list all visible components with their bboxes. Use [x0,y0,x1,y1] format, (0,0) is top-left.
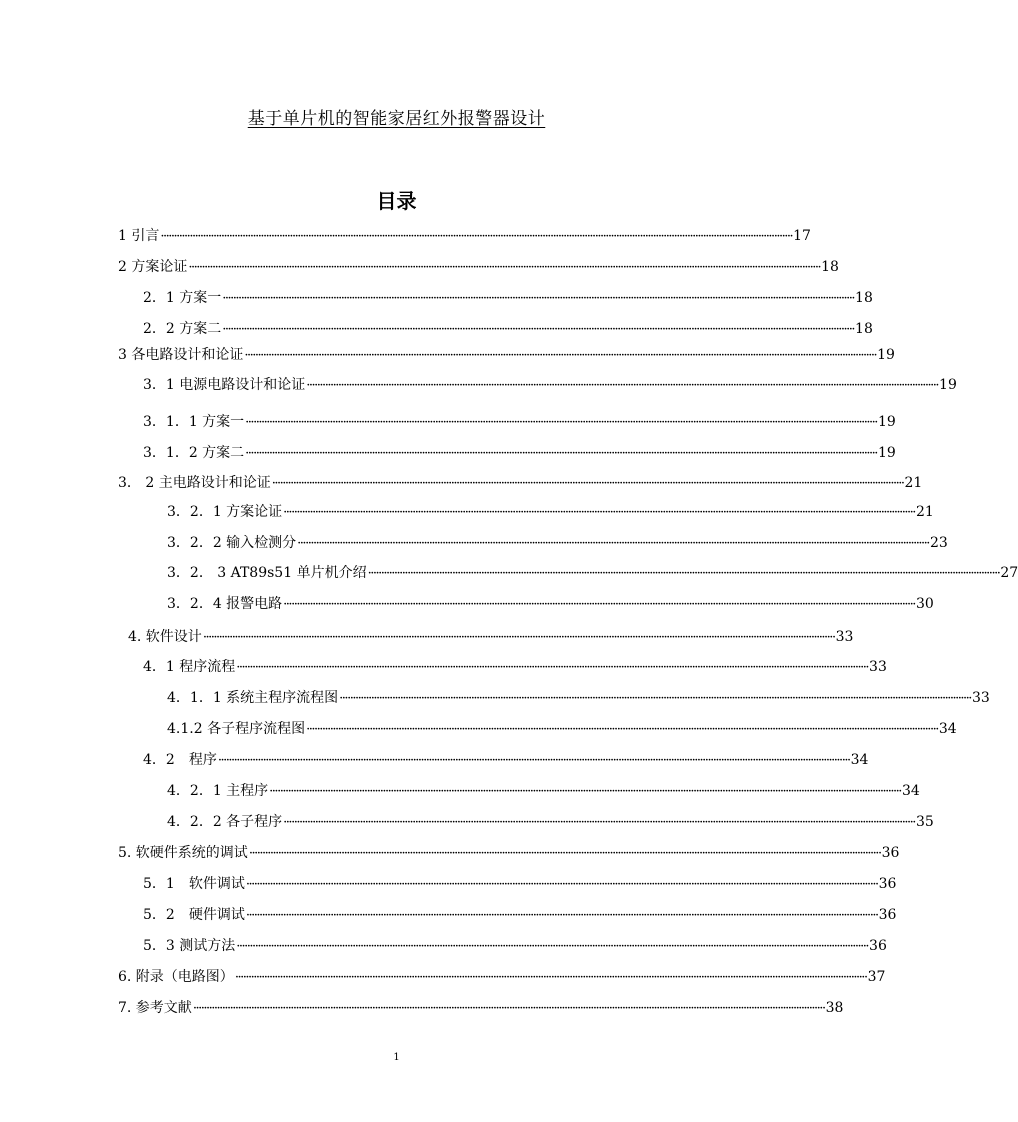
toc-entry-label: 5．1 软件调试 [143,876,245,892]
toc-entry-page: 36 [881,845,900,861]
toc-entry[interactable] [143,288,873,308]
toc-entry-page: 19 [877,414,896,430]
toc-entry[interactable] [118,843,900,863]
toc-entry-label: 2 方案论证 [118,259,188,275]
toc-entry-page: 35 [915,814,934,830]
toc-leader-dots: ················································································································································································································································ [269,784,901,799]
toc-entry-label: 2．1 方案一 [143,290,222,306]
toc-entry-page: 34 [850,752,869,768]
toc-entry-label: 3． 2 主电路设计和论证 [118,475,271,491]
toc-entry[interactable] [167,688,990,708]
toc-entry-page: 21 [915,504,934,520]
toc-entry-label: 2．2 方案二 [143,321,222,337]
toc-entry-page: 33 [971,690,990,706]
toc-entry[interactable] [167,533,948,553]
document-title: 基于单片机的智能家居红外报警器设计 [247,109,546,129]
toc-entry[interactable] [143,936,887,956]
toc-entry[interactable] [143,874,897,894]
toc-heading: 目录 [376,189,417,213]
toc-leader-dots: ················································································································································································································································ [222,291,855,306]
toc-entry[interactable] [143,443,896,463]
toc-entry-page: 37 [867,969,886,985]
toc-entry-page: 36 [878,876,897,892]
toc-entry-label: 3．2．1 方案论证 [167,504,283,520]
toc-entry-label: 7. 参考文献 [118,1000,192,1016]
toc-leader-dots: ················································································································································································································································ [245,415,877,430]
toc-entry-page: 18 [855,290,873,306]
toc-entry[interactable] [128,627,854,647]
toc-entry-page: 19 [939,377,957,393]
toc-entry[interactable] [143,412,896,432]
toc-leader-dots: ················································································································································································································································ [297,536,929,551]
toc-entry-page: 27 [1000,565,1018,581]
toc-entry[interactable] [143,319,873,339]
toc-entry-label: 3．1．2 方案二 [143,445,245,461]
toc-leader-dots: ················································································································································································································································ [283,505,915,520]
toc-entry-label: 4．2．1 主程序 [167,783,269,799]
toc-entry-page: 34 [938,721,957,737]
toc-leader-dots: ················································································································································································································································ [188,260,821,275]
toc-leader-dots: ················································································································································································································································ [236,939,869,954]
toc-entry-page: 19 [877,445,896,461]
toc-leader-dots: ················································································································································································································································ [192,1001,825,1016]
toc-entry-page: 36 [869,938,887,954]
toc-entry-label: 5. 软硬件系统的调试 [118,845,248,861]
toc-entry[interactable] [118,226,811,246]
toc-leader-dots: ················································································································································································································································ [245,908,878,923]
toc-entry-label: 1 引言 [118,228,160,244]
toc-entry-label: 3．1．1 方案一 [143,414,245,430]
toc-entry-page: 33 [835,629,854,645]
toc-entry-page: 18 [821,259,839,275]
toc-entry-page: 19 [877,347,895,363]
toc-entry-label: 3 各电路设计和论证 [118,347,244,363]
toc-entry-page: 38 [825,1000,844,1016]
toc-leader-dots: ················································································································································································································································ [283,815,915,830]
toc-leader-dots: ················································································································································································································································ [306,722,938,737]
toc-leader-dots: ················································································································································································································································ [283,597,915,612]
toc-entry[interactable] [118,473,923,493]
toc-entry-label: 4．2．2 各子程序 [167,814,283,830]
toc-entry-label: 4.1.2 各子程序流程图 [167,721,306,737]
toc-entry[interactable] [118,998,844,1018]
toc-entry[interactable] [167,781,920,801]
toc-leader-dots: ················································································································································································································································ [306,378,939,393]
toc-entry-label: 4．2 程序 [143,752,217,768]
toc-leader-dots: ················································································································································································································································ [236,660,869,675]
toc-leader-dots: ················································································································································································································································ [202,630,835,645]
toc-leader-dots: ················································································································································································································································ [245,446,877,461]
toc-leader-dots: ················································································································································································································································ [217,753,850,768]
toc-entry[interactable] [167,719,957,739]
toc-leader-dots: ················································································································································································································································ [367,566,1000,581]
toc-entry-label: 3．2．2 输入检测分 [167,535,297,551]
toc-leader-dots: ················································································································································································································································ [339,691,971,706]
toc-entry-page: 33 [869,659,887,675]
toc-entry-label: 3．2． 3 AT89s51 单片机介绍 [167,565,367,581]
toc-entry[interactable] [118,967,886,987]
toc-entry-page: 17 [793,228,811,244]
toc-entry[interactable] [167,563,1018,583]
toc-entry-page: 18 [855,321,873,337]
toc-entry[interactable] [167,502,934,522]
toc-leader-dots: ················································································································································································································································ [248,846,881,861]
toc-entry[interactable] [143,657,887,677]
toc-entry-label: 4. 软件设计 [128,629,202,645]
toc-entry-label: 5．3 测试方法 [143,938,236,954]
page-number: 1 [393,1052,400,1063]
toc-entry-label: 3．2．4 报警电路 [167,596,283,612]
toc-entry[interactable] [118,257,839,277]
toc-entry[interactable] [143,375,957,395]
toc-entry[interactable] [143,750,869,770]
toc-entry-label: 6. 附录（电路图） [118,969,234,985]
toc-entry-label: 5．2 硬件调试 [143,907,245,923]
toc-leader-dots: ················································································································································································································································ [271,476,904,491]
toc-leader-dots: ················································································································································································································································ [234,970,867,985]
toc-entry-page: 36 [878,907,897,923]
toc-leader-dots: ················································································································································································································································ [245,877,878,892]
toc-entry-label: 4．1．1 系统主程序流程图 [167,690,339,706]
toc-entry[interactable] [167,812,934,832]
toc-leader-dots: ················································································································································································································································ [160,229,793,244]
toc-entry-page: 30 [915,596,934,612]
toc-entry-page: 23 [929,535,948,551]
toc-entry-page: 21 [904,475,923,491]
toc-leader-dots: ················································································································································································································································ [244,348,877,363]
toc-entry-label: 4．1 程序流程 [143,659,236,675]
toc-leader-dots: ················································································································································································································································ [222,322,855,337]
toc-entry[interactable] [167,594,934,614]
toc-entry-page: 34 [901,783,920,799]
toc-entry-label: 3．1 电源电路设计和论证 [143,377,306,393]
toc-entry[interactable] [118,345,895,365]
toc-entry[interactable] [143,905,897,925]
